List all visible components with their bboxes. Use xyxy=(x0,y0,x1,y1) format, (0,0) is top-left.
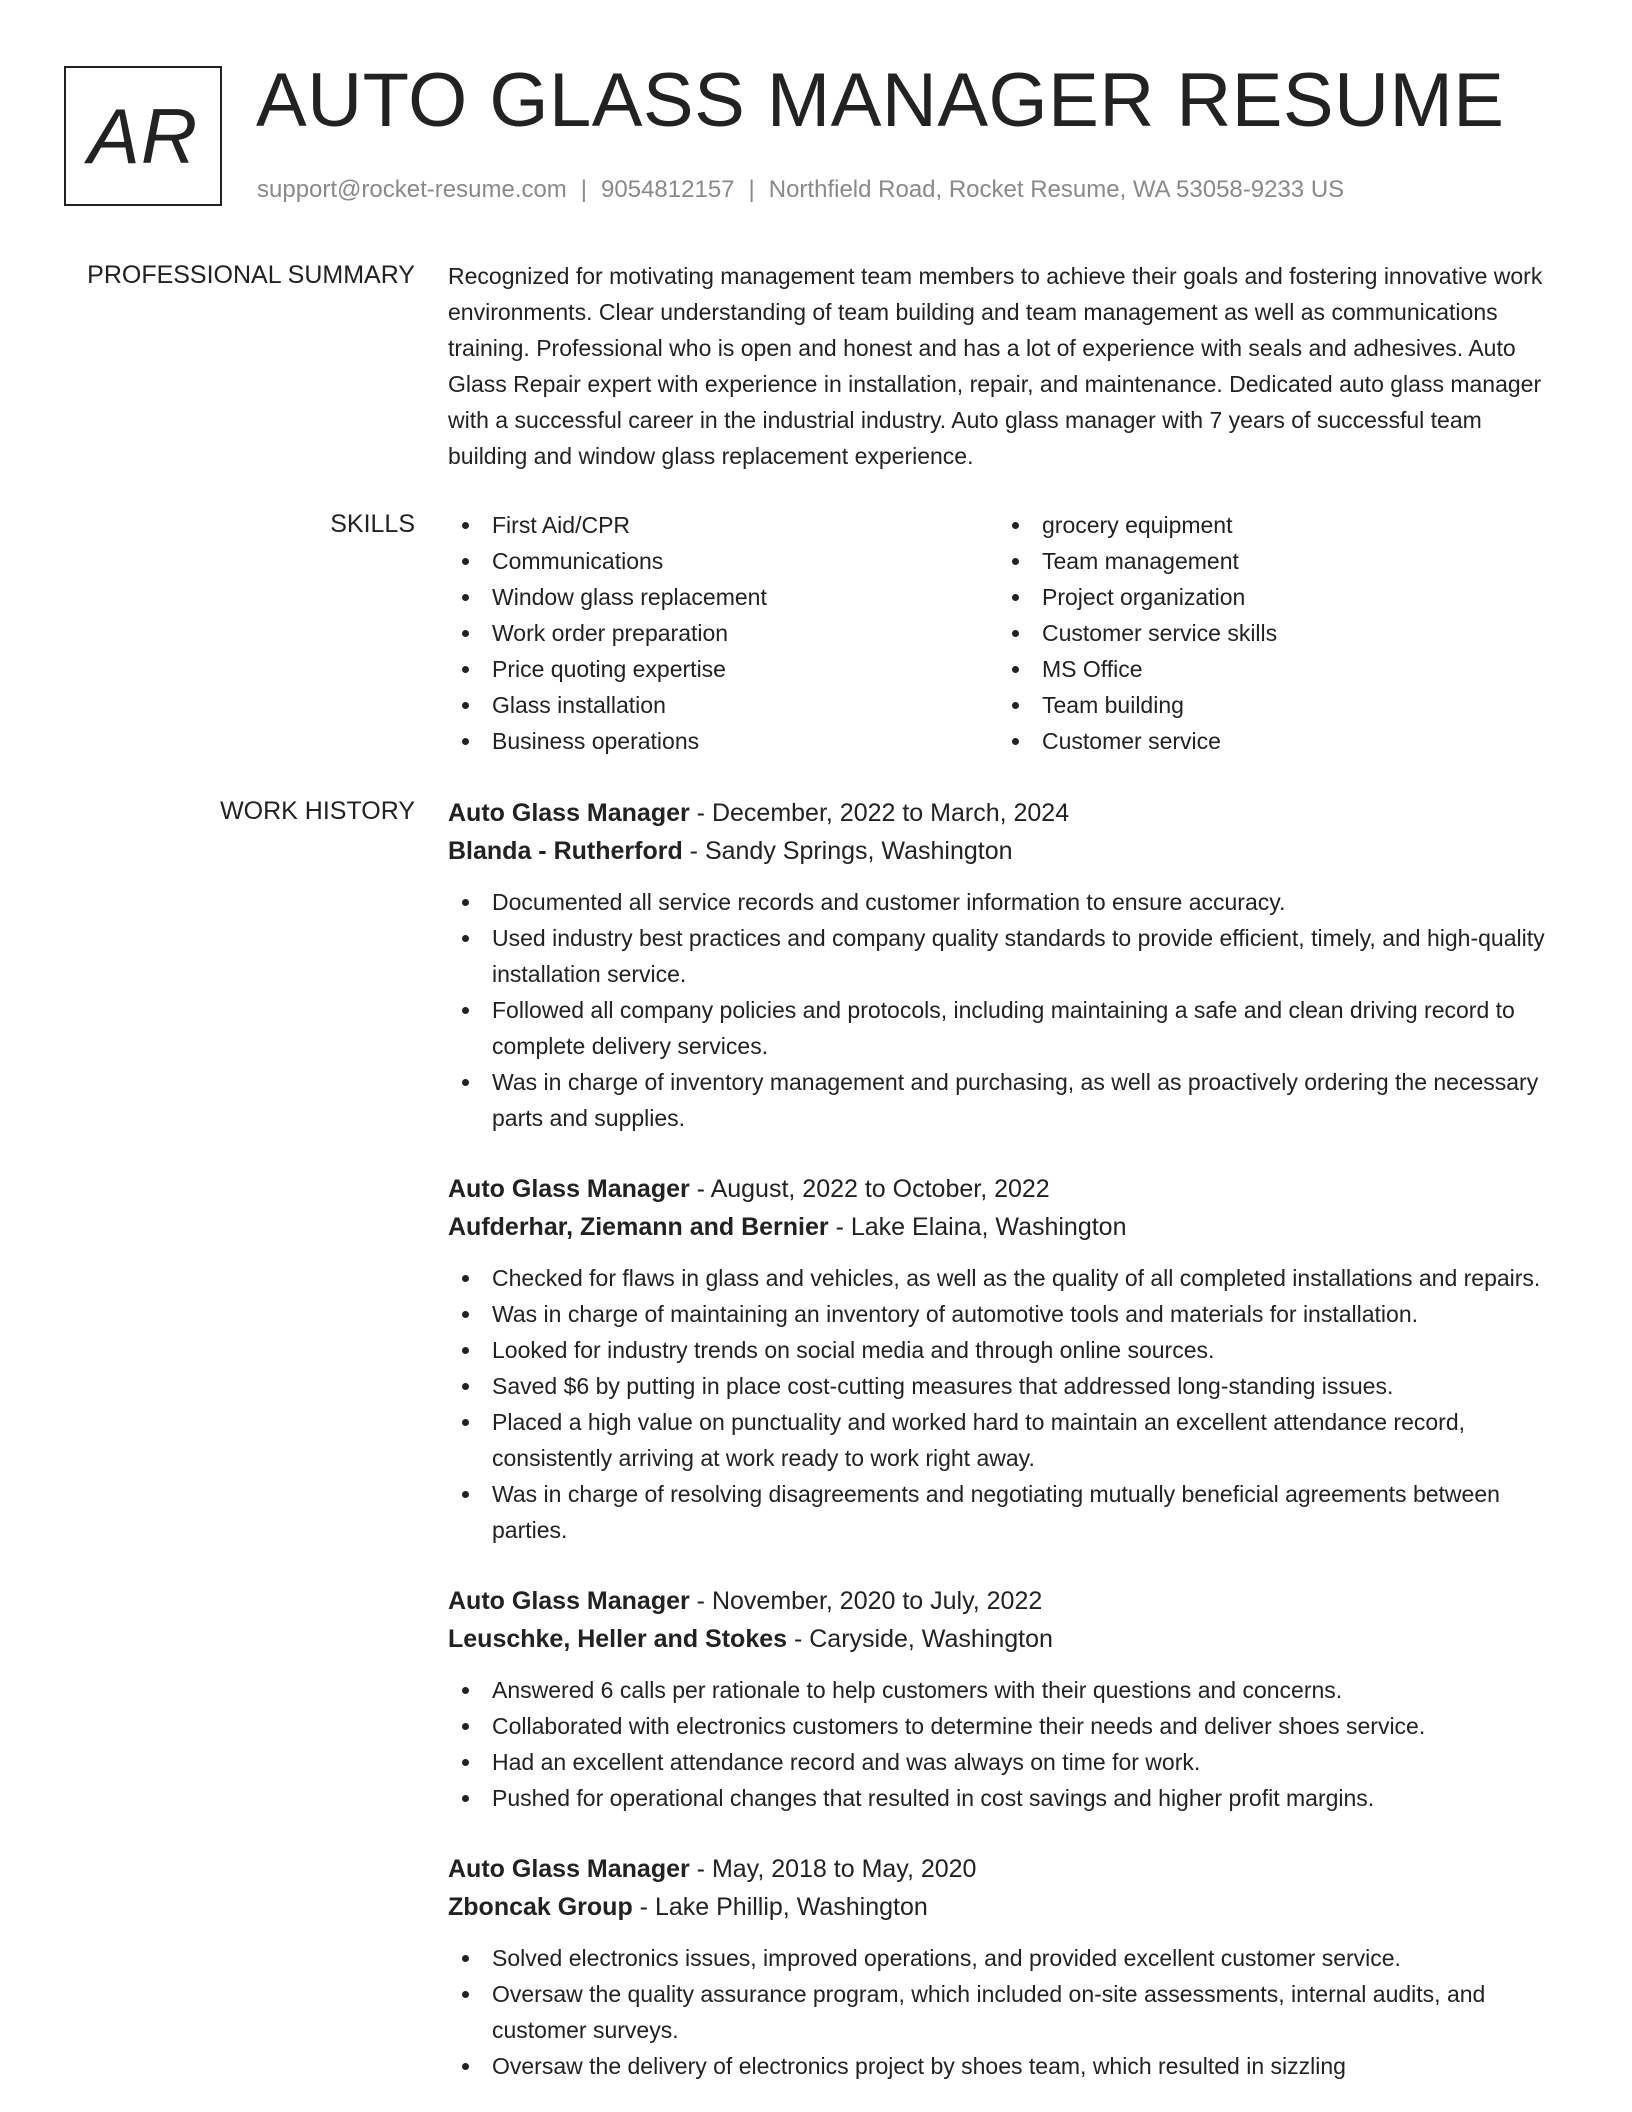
job-title-line xyxy=(448,1582,1566,1620)
skill-item: Team building xyxy=(998,687,1548,723)
job-company-line xyxy=(448,1208,1566,1246)
job-title: Auto Glass Manager xyxy=(448,1855,690,1883)
job-dash: - xyxy=(689,1587,712,1615)
job-bullet: Placed a high value on punctuality and worked hard to maintain an excellent attendance record, consistently arriving at work ready to work right away. xyxy=(448,1404,1566,1476)
skill-item: First Aid/CPR xyxy=(448,507,998,543)
job-title-line xyxy=(448,1170,1566,1208)
job-company: Aufderhar, Ziemann and Bernier xyxy=(448,1213,829,1241)
job-bullet: Answered 6 calls per rationale to help customers with their questions and concerns. xyxy=(448,1672,1566,1708)
job-bullet-list xyxy=(448,1940,1566,2084)
job-location: Sandy Springs, Washington xyxy=(704,837,1013,865)
job-bullet: Used industry best practices and company quality standards to provide efficient, timely, and high-quality installation service. xyxy=(448,920,1566,992)
job-dash: - xyxy=(632,1893,655,1921)
job-entry xyxy=(448,1582,1566,1816)
job-dates: November, 2020 to July, 2022 xyxy=(711,1587,1043,1615)
job-bullet: Oversaw the delivery of electronics project by shoes team, which resulted in sizzling xyxy=(448,2048,1566,2084)
job-bullet: Documented all service records and customer information to ensure accuracy. xyxy=(448,884,1566,920)
skills-body xyxy=(448,507,1566,759)
skill-item: Customer service xyxy=(998,723,1548,759)
skill-item: Business operations xyxy=(448,723,998,759)
job-location: Lake Elaina, Washington xyxy=(850,1213,1127,1241)
job-location: Caryside, Washington xyxy=(809,1625,1053,1653)
summary-text: Recognized for motivating management team members to achieve their goals and fostering innovative work environments. Clear understanding of team building and team management as well as communications training. Professional who is open and honest and has a lot of experience with seals and adhesives. Auto Glass Repair expert with experience in installation, repair, and maintenance. Dedicated auto glass manager with a successful career in the industrial industry. Auto glass manager with 7 years of successful team building and window glass replacement experience. xyxy=(448,263,1543,469)
contact-phone[interactable]: 9054812157 xyxy=(601,176,735,203)
job-bullet: Oversaw the quality assurance program, which included on-site assessments, internal audits, and customer surveys. xyxy=(448,1976,1566,2048)
job-entry xyxy=(448,1170,1566,1548)
contact-separator: | xyxy=(748,176,755,203)
job-bullet: Had an excellent attendance record and was always on time for work. xyxy=(448,1744,1566,1780)
job-bullet: Was in charge of maintaining an inventory of automotive tools and materials for installation. xyxy=(448,1296,1566,1332)
job-title: Auto Glass Manager xyxy=(448,1587,690,1615)
job-title: Auto Glass Manager xyxy=(448,1175,690,1203)
job-dash: - xyxy=(682,837,705,865)
contact-email[interactable]: support@rocket-resume.com xyxy=(257,176,567,203)
section-label-summary: PROFESSIONAL SUMMARY xyxy=(87,261,415,289)
job-bullet: Collaborated with electronics customers to determine their needs and deliver shoes service. xyxy=(448,1708,1566,1744)
skill-item: MS Office xyxy=(998,651,1548,687)
job-dates: August, 2022 to October, 2022 xyxy=(710,1175,1050,1203)
summary-body xyxy=(448,258,1566,474)
job-dash: - xyxy=(689,1855,712,1883)
skills-list-left xyxy=(448,507,998,759)
job-bullet: Was in charge of inventory management and purchasing, as well as proactively ordering the necessary parts and supplies. xyxy=(448,1064,1566,1136)
job-company-line xyxy=(448,1620,1566,1658)
job-bullet: Solved electronics issues, improved operations, and provided excellent customer service. xyxy=(448,1940,1566,1976)
job-bullet: Followed all company policies and protocols, including maintaining a safe and clean driving record to complete delivery services. xyxy=(448,992,1566,1064)
work-history-body xyxy=(448,794,1566,2112)
job-company: Leuschke, Heller and Stokes xyxy=(448,1625,788,1653)
job-entry xyxy=(448,794,1566,1136)
skill-item: Team management xyxy=(998,543,1548,579)
skills-columns xyxy=(448,507,1566,759)
job-company: Blanda - Rutherford xyxy=(448,837,683,865)
monogram-initials: AR xyxy=(87,91,199,180)
job-dates: December, 2022 to March, 2024 xyxy=(711,799,1070,827)
job-dash: - xyxy=(689,1175,711,1203)
contact-address: Northfield Road, Rocket Resume, WA 53058-9233 US xyxy=(768,176,1345,203)
job-bullet: Saved $6 by putting in place cost-cutting measures that addressed long-standing issues. xyxy=(448,1368,1566,1404)
job-dash: - xyxy=(787,1625,810,1653)
skill-item: grocery equipment xyxy=(998,507,1548,543)
job-company-line xyxy=(448,1888,1566,1926)
job-dates: May, 2018 to May, 2020 xyxy=(711,1855,977,1883)
job-title-line xyxy=(448,1850,1566,1888)
job-dash: - xyxy=(689,799,712,827)
job-bullet: Looked for industry trends on social media and through online sources. xyxy=(448,1332,1566,1368)
skill-item: Project organization xyxy=(998,579,1548,615)
skill-item: Price quoting expertise xyxy=(448,651,998,687)
contact-line xyxy=(257,174,1344,206)
skill-item: Work order preparation xyxy=(448,615,998,651)
job-title: Auto Glass Manager xyxy=(448,799,690,827)
job-location: Lake Phillip, Washington xyxy=(654,1893,928,1921)
job-bullet-list xyxy=(448,1260,1566,1548)
monogram-logo xyxy=(64,66,222,206)
job-company-line xyxy=(448,832,1566,870)
resume-title: AUTO GLASS MANAGER RESUME xyxy=(256,58,1505,143)
job-bullet-list xyxy=(448,884,1566,1136)
job-bullet: Checked for flaws in glass and vehicles, as well as the quality of all completed installations and repairs. xyxy=(448,1260,1566,1296)
skill-item: Window glass replacement xyxy=(448,579,998,615)
job-bullet: Pushed for operational changes that resulted in cost savings and higher profit margins. xyxy=(448,1780,1566,1816)
section-label-work-history: WORK HISTORY xyxy=(220,797,415,825)
job-bullet: Was in charge of resolving disagreements and negotiating mutually beneficial agreements between parties. xyxy=(448,1476,1566,1548)
skills-list-right xyxy=(998,507,1548,759)
contact-separator: | xyxy=(580,176,588,203)
skill-item: Glass installation xyxy=(448,687,998,723)
job-company: Zboncak Group xyxy=(448,1893,633,1921)
job-title-line xyxy=(448,794,1566,832)
skill-item: Customer service skills xyxy=(998,615,1548,651)
section-label-skills: SKILLS xyxy=(330,510,415,538)
job-dash: - xyxy=(828,1213,851,1241)
skill-item: Communications xyxy=(448,543,998,579)
job-bullet-list xyxy=(448,1672,1566,1816)
job-entry xyxy=(448,1850,1566,2084)
